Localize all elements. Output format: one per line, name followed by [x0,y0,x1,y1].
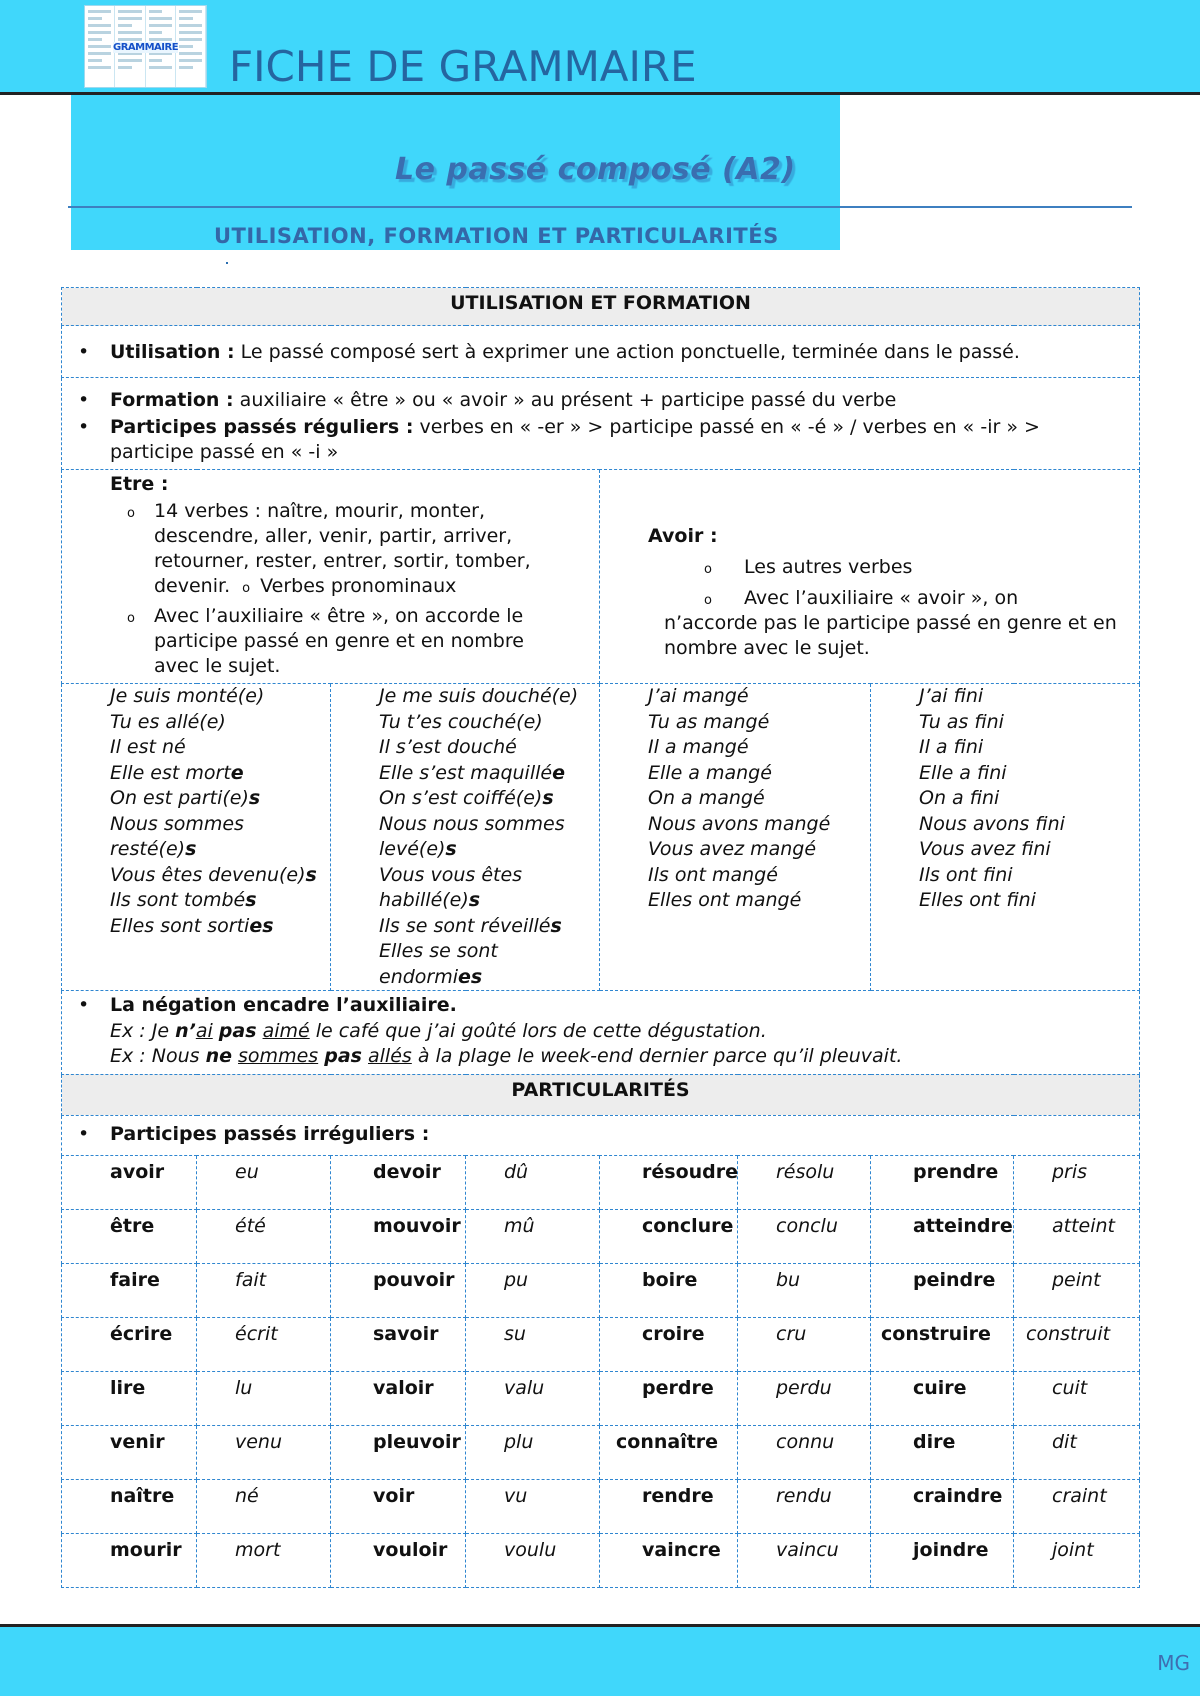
formation-text: auxiliaire « être » ou « avoir » au présent + participe passé du verbe [233,389,897,411]
conjugation-line: Nous avons mangé [648,812,831,835]
conjugation-line: Nous sommes resté(e)s [110,812,244,860]
etre-item: Avec l’auxiliaire « être », on accorde le participe passé en genre et en nombre avec le sujet. [154,605,524,677]
conjugation-line: Elles ont fini [919,889,1036,911]
formation-label: Formation : [110,389,234,411]
irreguliers-row: • Participes passés irréguliers : [62,1115,1140,1155]
avoir-item: n’accorde pas le participe passé en genre et en nombre avec le sujet. [664,612,1117,659]
table-row: avoir eu devoir dû résoudre résolu prendre pris [62,1155,1140,1209]
etre-cell: Etre : o 14 verbes : naître, mourir, monter, descendre, aller, venir, partir, arriver, retourner, rester, entrer, sortir, tomber, devenir. o Verbes pronominaux o Avec l’auxiliaire « être », on accorde le participe passé en genre et en nombre avec le sujet. [62,470,600,684]
table-row: venir venu pleuvoir plu connaître connu dire dit [62,1425,1140,1479]
conjugation-line: Elles ont mangé [648,889,802,911]
conjugation-line: Ils ont mangé [648,863,778,886]
conjugation-line: Tu t’es couché(e) [379,710,543,733]
conjugation-line: Je me suis douché(e) [379,685,579,707]
etre-item: Verbes pronominaux [260,575,457,597]
reguliers-label: Participes passés réguliers : [110,416,414,438]
utilisation-label: Utilisation : [110,341,235,363]
conjugation-line: On est parti(e)s [110,787,261,809]
title-divider [68,206,1132,208]
grammar-table [61,287,1140,1588]
table-row: naître né voir vu rendre rendu craindre craint [62,1479,1140,1533]
conjugation-line: Vous avez fini [919,838,1051,860]
etre-item: 14 verbes : naître, mourir, monter, descendre, aller, venir, partir, arriver, retourner, rester, entrer, sortir, tomber, devenir. [154,500,531,597]
table-row: faire fait pouvoir pu boire bu peindre peint [62,1263,1140,1317]
conjugation-line: On s’est coiffé(e)s [379,787,554,809]
conjugation-line: Tu as fini [919,710,1004,733]
conjugation-col-finir [871,684,1140,991]
conjugation-line: Vous avez mangé [648,838,817,860]
table-row: lire lu valoir valu perdre perdu cuire cuit [62,1371,1140,1425]
conjugation-line: Ils sont tombés [110,889,257,911]
conjugation-line: Elle est morte [110,761,244,784]
irreguliers-label: Participes passés irréguliers : [110,1122,430,1145]
conjugation-col-etre [62,684,331,991]
conjugation-line: On a fini [919,787,1000,809]
avoir-item: Avec l’auxiliaire « avoir », on [744,587,1019,609]
negation-example-2: Ex : Nous ne sommes pas allés à la plage le week-end dernier parce qu’il pleuvait. [110,1045,903,1067]
conjugation-line: J’ai mangé [648,685,749,707]
conjugation-line: Il a mangé [648,736,749,758]
conjugation-line: Vous êtes devenu(e)s [110,863,317,886]
avoir-item: Les autres verbes [744,556,913,578]
utilisation-row: • Utilisation : Le passé composé sert à exprimer une action ponctuelle, terminée dans le passé. [62,326,1140,378]
conjugation-line: Ils ont fini [919,863,1013,886]
page-title: FICHE DE GRAMMAIRE [229,42,697,91]
thumbnail-label: GRAMMAIRE [113,42,179,53]
author-initials: MG [1157,1651,1190,1675]
conjugation-line: Tu as mangé [648,710,770,733]
bottom-band [0,1624,1200,1696]
conjugation-line: Nous avons fini [919,812,1065,835]
negation-rule: La négation encadre l’auxiliaire. [110,994,457,1016]
conjugation-line: Elles sont sorties [110,914,274,937]
conjugation-line: Nous nous sommes levé(e)s [379,812,565,860]
conjugation-line: Vous vous êtes habillé(e)s [379,863,523,911]
conjugation-line: Ils se sont réveillés [379,914,562,937]
decorative-dot [226,262,228,264]
section-title: UTILISATION, FORMATION ET PARTICULARITÉS [214,224,779,248]
conjugation-line: Elle a fini [919,761,1007,784]
avoir-label: Avoir : [648,525,718,547]
conjugation-line: Il a fini [919,736,984,758]
conjugation-line: J’ai fini [919,685,984,707]
conjugation-line: Elle a mangé [648,761,772,784]
section-heading-particularites: PARTICULARITÉS [62,1074,1140,1115]
negation-example-1: Ex : Je n’ai pas aimé le café que j’ai goûté lors de cette dégustation. [110,1019,767,1042]
reguliers-text: verbes en « -er » > participe passé en « -é » / verbes en « -ir » > participe passé en « -i » [110,416,1040,463]
conjugation-line: On a mangé [648,787,765,809]
conjugation-line: Elles se sont endormies [379,940,498,988]
conjugation-line: Elle s’est maquillée [379,761,565,784]
table-row: écrire écrit savoir su croire cru construire construit [62,1317,1140,1371]
conjugation-col-pronominal [331,684,600,991]
negation-row: • La négation encadre l’auxiliaire. Ex : Je n’ai pas aimé le café que j’ai goûté lors de cette dégustation. Ex : Nous ne sommes pas allés à la plage le week-end dernier parce qu’il pleuvait. [62,991,1140,1075]
avoir-cell: Avoir : o Les autres verbes o Avec l’auxiliaire « avoir », on n’accorde pas le participe passé en genre et en nombre avec le sujet. [600,470,1140,684]
utilisation-text: Le passé composé sert à exprimer une action ponctuelle, terminée dans le passé. [234,341,1020,363]
conjugation-line: Il est né [110,736,186,758]
formation-row: • Formation : auxiliaire « être » ou « avoir » au présent + participe passé du verbe • Participes passés réguliers : verbes en « -er » > participe passé en « -é » / verbes en « -ir » > participe passé en « -i » [62,378,1140,470]
etre-label: Etre : [110,473,169,495]
conjugation-line: Tu es allé(e) [110,710,226,733]
conjugation-line: Je suis monté(e) [110,685,265,707]
conjugation-col-manger [600,684,871,991]
section-heading-utilisation: UTILISATION ET FORMATION [62,288,1140,326]
table-row: être été mouvoir mû conclure conclu atteindre atteint [62,1209,1140,1263]
page-subtitle: Le passé composé (A2) [395,152,796,187]
worksheet-thumbnail [84,5,207,88]
conjugation-line: Il s’est douché [379,736,517,758]
table-row: mourir mort vouloir voulu vaincre vaincu joindre joint [62,1533,1140,1587]
